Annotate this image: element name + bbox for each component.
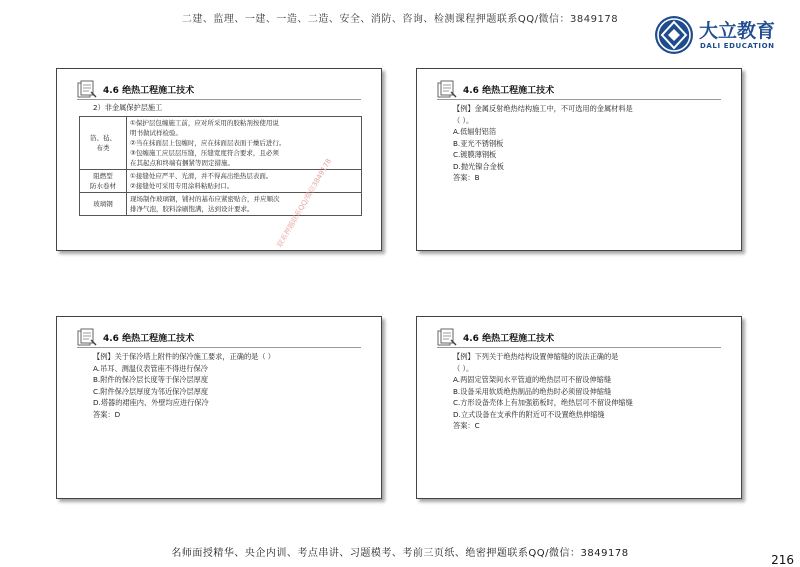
page-number: 216 — [771, 553, 794, 567]
slide-header — [77, 327, 194, 347]
title-divider — [437, 99, 721, 100]
table-category-cell: 箔、毡、 布类 — [80, 116, 127, 169]
book-icon — [77, 80, 97, 98]
slide-header — [77, 79, 194, 99]
slide-3 — [56, 316, 382, 499]
question-text: 【例】金属反射绝热结构施工中，不可选用的金属材料是 — [453, 104, 633, 113]
title-divider — [77, 347, 361, 348]
question-text-cont: （ ）。 — [453, 115, 474, 125]
slide-4 — [416, 316, 742, 499]
logo-text-en: DALI EDUCATION — [700, 42, 775, 50]
slide-title: 4.6 绝热工程施工技术 — [463, 333, 555, 344]
slide-header — [437, 327, 554, 347]
table-description-cell: 现场制作玻璃钢，铺衬的基布应紧密贴合，并应顺次 排净气泡，胶料涂刷饱满，达到设计要求。 — [127, 192, 362, 215]
slide-body — [93, 351, 365, 420]
option-b: B.设备采用软质绝热制品的绝热时必须留设伸缩缝 — [453, 386, 612, 396]
table-category-cell: 玻璃钢 — [80, 192, 127, 215]
slide-1 — [56, 68, 382, 251]
option-c: C.附件保冷层厚度为邻近保冷层厚度 — [93, 386, 209, 396]
question-text: 【例】下列关于绝热结构设置伸缩缝的说法正确的是 — [453, 352, 619, 361]
question-text-cont: （ ）。 — [453, 363, 474, 373]
bottom-banner: 名师面授精华、央企内训、考点串讲、习题模考、考前三页纸、绝密押题联系QQ/微信：3849178 — [171, 548, 629, 559]
logo — [655, 14, 795, 58]
table-description-cell: ①接缝处应严平、光滑，并不得高出绝热层表面。 ②接缝处可采用专用涂料粘贴封口。 — [127, 169, 362, 192]
answer-text: 答案：D — [93, 409, 121, 419]
title-divider — [437, 347, 721, 348]
slide-body — [453, 103, 725, 184]
option-b: B.亚光不锈钢板 — [453, 138, 504, 148]
slide-title: 4.6 绝热工程施工技术 — [103, 85, 195, 96]
slide-header — [437, 79, 554, 99]
section-subtitle: 2）非金属保护层施工 — [93, 103, 163, 112]
book-icon — [437, 80, 457, 98]
option-a: A.两固定管架间水平管道的绝热层可不留设伸缩缝 — [453, 375, 612, 384]
option-b: B.附件的保冷层长度等于保冷层厚度 — [93, 375, 209, 384]
slide-title: 4.6 绝热工程施工技术 — [103, 333, 195, 344]
option-a: A.低辐射铝箔 — [453, 127, 497, 136]
book-icon — [77, 328, 97, 346]
book-icon — [437, 328, 457, 346]
table-description-cell: ①保护层包缠施工前，应对所采用的胶粘剂按使用说 明书做试样检验。 ②当在抹面层上包缠时，应在抹面层表面干燥后进行。 ③包缠施工应层层压缝，压缝宽度符合要求，且必须 在其起点和终端有捆紧等固定措施。 — [127, 116, 362, 169]
table-row — [80, 116, 362, 169]
question-text: 【例】关于保冷塔上附件的保冷施工要求，正确的是（ ） — [93, 352, 275, 361]
option-d: D.塔器的裙座内、外壁均应进行保冷 — [93, 398, 209, 407]
option-c: C.镀膜薄钢板 — [453, 150, 497, 159]
option-d: D.立式设备在支承件的附近可不设置绝热伸缩缝 — [453, 409, 605, 419]
dali-logo-icon — [655, 16, 693, 54]
answer-text: 答案：C — [453, 421, 480, 430]
slide-2 — [416, 68, 742, 251]
watermark-text: 联系押题联系QQ/微信3849178 — [275, 157, 334, 249]
answer-text: 答案：B — [453, 173, 480, 182]
option-a: A.吊耳、测温仪表管座不得进行保冷 — [93, 363, 208, 373]
table-row — [80, 192, 362, 215]
top-banner: 二建、监理、一建、一造、二造、安全、消防、咨询、检测课程押题联系QQ/微信：3849178 — [181, 14, 619, 25]
slide-title: 4.6 绝热工程施工技术 — [463, 85, 555, 96]
option-c: C.方形设备壳体上有加强筋板时，绝热层可不留设伸缩缝 — [453, 398, 633, 407]
option-d: D.抛光镍合金板 — [453, 161, 504, 171]
slide-body — [453, 351, 725, 432]
title-divider — [77, 99, 361, 100]
table-category-cell: 阻燃型 防水卷材 — [80, 169, 127, 192]
logo-text-cn: 大立教育 — [699, 20, 776, 42]
slide-body — [79, 102, 365, 216]
